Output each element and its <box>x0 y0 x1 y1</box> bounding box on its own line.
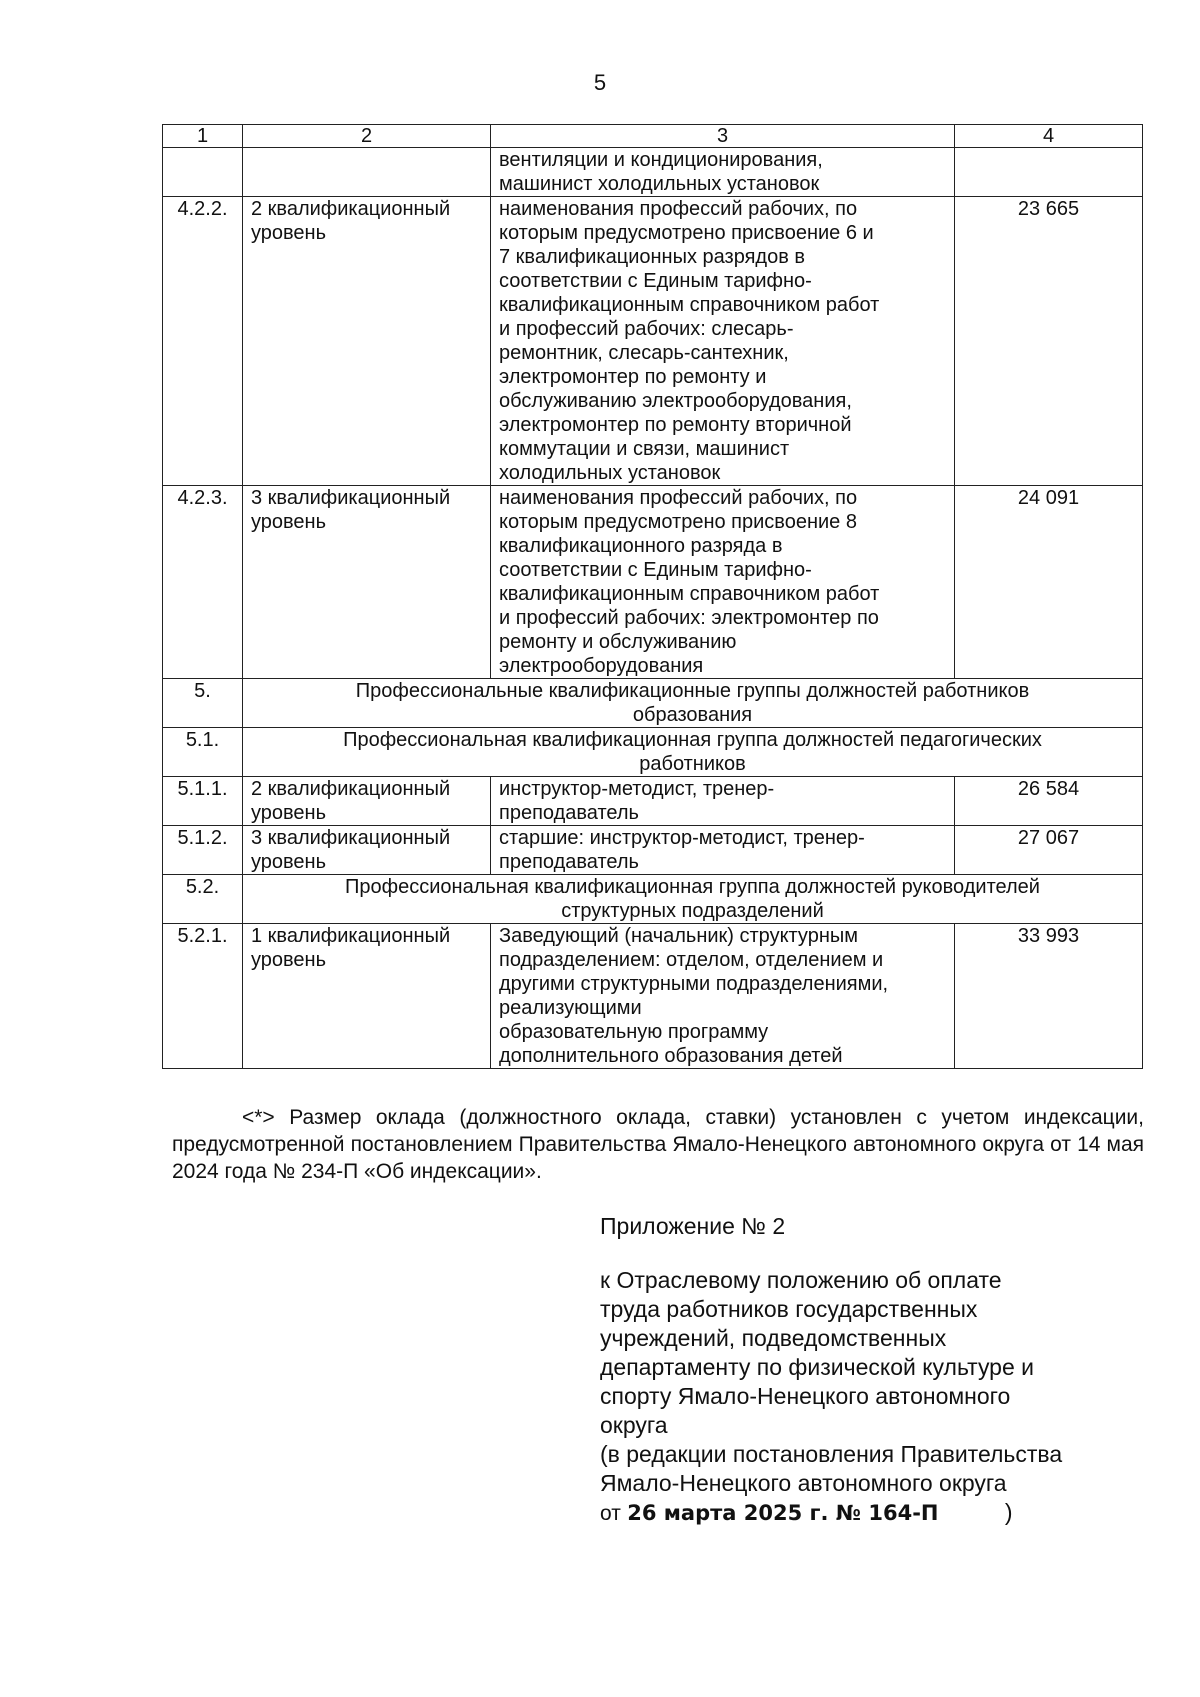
appendix-title: Приложение № 2 <box>600 1213 786 1239</box>
appendix-line: учреждений, подведомственных <box>600 1325 947 1351</box>
table-group-row <box>163 728 1143 777</box>
resolution-date: 26 марта 2025 г. № 164-П <box>627 1501 939 1525</box>
appendix-line: департаменту по физической культуре и <box>600 1354 1035 1380</box>
table-group-row <box>163 875 1143 924</box>
profession-description: Заведующий (начальник) структурным подразделением: отделом, отделением и другими структурными подразделениями, реализующими образовательную программу дополнительного образования детей <box>491 924 955 1069</box>
qualification-level: 3 квалификационный уровень <box>243 486 491 679</box>
profession-description: инструктор-методист, тренер- преподаватель <box>491 777 955 826</box>
row-number <box>163 148 243 197</box>
group-title: Профессиональные квалификационные группы должностей работников образования <box>243 679 1143 728</box>
profession-description: вентиляции и кондиционирования, машинист холодильных установок <box>491 148 955 197</box>
qualification-level: 1 квалификационный уровень <box>243 924 491 1069</box>
row-number: 5. <box>163 679 243 728</box>
salary-amount: 24 091 <box>955 486 1143 679</box>
header-col-3: 3 <box>491 125 955 148</box>
qualification-level: 3 квалификационный уровень <box>243 826 491 875</box>
salary-amount: 33 993 <box>955 924 1143 1069</box>
appendix-line: к Отраслевому положению об оплате <box>600 1267 1002 1293</box>
qualification-level: 2 квалификационный уровень <box>243 197 491 486</box>
header-col-2: 2 <box>243 125 491 148</box>
salary-amount <box>955 148 1143 197</box>
qualification-level <box>243 148 491 197</box>
table-header-row <box>163 125 1143 148</box>
date-prefix: от <box>600 1502 621 1525</box>
profession-description: наименования профессий рабочих, по которым предусмотрено присвоение 6 и 7 квалификационных разрядов в соответствии с Единым тарифно- квалификационным справочником работ и профессий рабочих: слесарь- ремонтник, слесарь-сантехник, электромонтер по ремонту и обслуживанию электрооборудования, электромонтер по ремонту вторичной коммутации и связи, машинист холодильных установок <box>491 197 955 486</box>
appendix-line: Ямало-Ненецкого автономного округа <box>600 1470 1007 1496</box>
appendix-line: округа <box>600 1412 668 1438</box>
row-number: 4.2.3. <box>163 486 243 679</box>
footnote: <*> Размер оклада (должностного оклада, ставки) установлен с учетом индексации, предусмотренной постановлением Правительства Ямало-Ненецкого автономного округа от 14 мая 2024 года № 234-П «Об индексации». <box>172 1106 1144 1183</box>
row-number: 5.2.1. <box>163 924 243 1069</box>
group-title: Профессиональная квалификационная группа должностей педагогических работников <box>243 728 1143 777</box>
page-number: 5 <box>593 70 607 95</box>
header-col-1: 1 <box>163 125 243 148</box>
appendix-date-line <box>600 1498 1160 1528</box>
appendix-line: (в редакции постановления Правительства <box>600 1441 1063 1467</box>
appendix-block <box>600 1212 1160 1528</box>
row-number: 5.1.1. <box>163 777 243 826</box>
table-row <box>163 924 1143 1069</box>
salary-amount: 23 665 <box>955 197 1143 486</box>
appendix-lines <box>600 1266 1160 1498</box>
qualification-level: 2 квалификационный уровень <box>243 777 491 826</box>
profession-description: старшие: инструктор-методист, тренер- преподаватель <box>491 826 955 875</box>
table-row <box>163 777 1143 826</box>
table-row <box>163 486 1143 679</box>
salary-table <box>162 124 1143 1069</box>
row-number: 5.2. <box>163 875 243 924</box>
table-row <box>163 148 1143 197</box>
salary-amount: 26 584 <box>955 777 1143 826</box>
appendix-line: спорту Ямало-Ненецкого автономного <box>600 1383 1011 1409</box>
header-col-4: 4 <box>955 125 1143 148</box>
profession-description: наименования профессий рабочих, по которым предусмотрено присвоение 8 квалификационного разряда в соответствии с Единым тарифно- квалификационным справочником работ и профессий рабочих: электромонтер по ремонту и обслуживанию электрооборудования <box>491 486 955 679</box>
table-row <box>163 197 1143 486</box>
table-group-row <box>163 679 1143 728</box>
salary-amount: 27 067 <box>955 826 1143 875</box>
table-row <box>163 826 1143 875</box>
row-number: 5.1. <box>163 728 243 777</box>
row-number: 4.2.2. <box>163 197 243 486</box>
date-close-paren: ) <box>1004 1499 1013 1525</box>
row-number: 5.1.2. <box>163 826 243 875</box>
appendix-line: труда работников государственных <box>600 1296 978 1322</box>
group-title: Профессиональная квалификационная группа должностей руководителей структурных подразделений <box>243 875 1143 924</box>
